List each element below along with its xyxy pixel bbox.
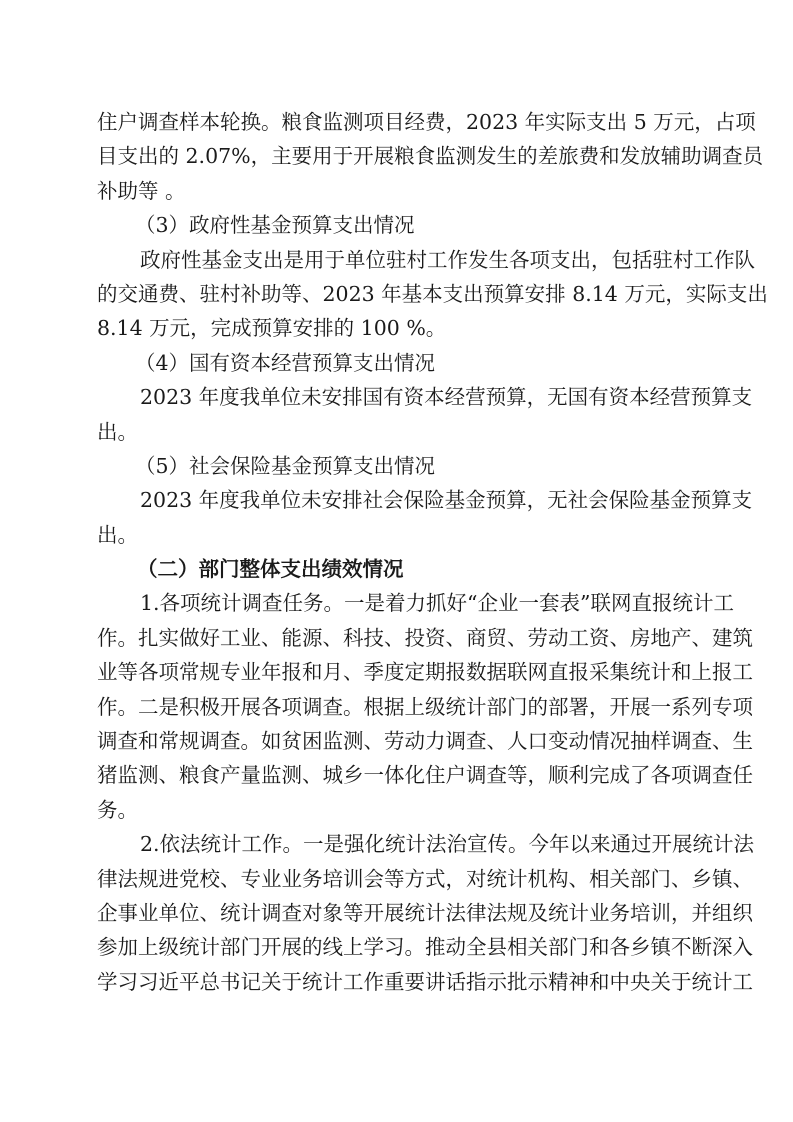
section-heading-3: （3）政府性基金预算支出情况 (135, 213, 415, 238)
body-line: 补助等 。 (97, 178, 186, 203)
body-line: 目支出的 2.07%，主要用于开展粮食监测发生的差旅费和发放辅助调查员 (97, 144, 764, 169)
body-line: 作。扎实做好工业、能源、科技、投资、商贸、劳动工资、房地产、建筑 (97, 625, 753, 650)
body-line: 出。 (97, 419, 138, 444)
body-line: 务。 (97, 797, 138, 822)
body-line: 出。 (97, 522, 138, 547)
document-page (97, 105, 768, 999)
body-line: 2023 年度我单位未安排社会保险基金预算，无社会保险基金预算支 (140, 488, 753, 513)
body-line: 作。二是积极开展各项调查。根据上级统计部门的部署，开展一系列专项 (97, 694, 753, 719)
body-line: 业等各项常规专业年报和月、季度定期报数据联网直报采集统计和上报工 (97, 660, 753, 685)
body-line: 2023 年度我单位未安排国有资本经营预算，无国有资本经营预算支 (140, 385, 753, 410)
body-line: 政府性基金支出是用于单位驻村工作发生各项支出，包括驻村工作队 (140, 247, 755, 272)
body-line: 住户调查样本轮换。粮食监测项目经费，2023 年实际支出 5 万元，占项 (97, 110, 756, 134)
section-heading-2: （二）部门整体支出绩效情况 (137, 557, 404, 582)
body-line: 学习习近平总书记关于统计工作重要讲话指示批示精神和中央关于统计工 (97, 969, 753, 994)
body-line: 企事业单位、统计调查对象等开展统计法律法规及统计业务培训，并组织 (97, 900, 753, 925)
body-line: 猪监测、粮食产量监测、城乡一体化住户调查等，顺利完成了各项调查任 (97, 763, 753, 788)
body-line: 的交通费、驻村补助等、2023 年基本支出预算安排 8.14 万元，实际支出 (97, 281, 768, 306)
section-heading-5: （5）社会保险基金预算支出情况 (135, 453, 436, 478)
body-line: 1.各项统计调查任务。一是着力抓好“企业一套表”联网直报统计工 (140, 591, 735, 616)
body-line: 调查和常规调查。如贫困监测、劳动力调查、人口变动情况抽样调查、生 (97, 729, 753, 754)
body-line: 8.14 万元，完成预算安排的 100 %。 (97, 316, 447, 341)
body-line: 参加上级统计部门开展的线上学习。推动全县相关部门和各乡镇不断深入 (97, 935, 753, 960)
body-line: 2.依法统计工作。一是强化统计法治宣传。今年以来通过开展统计法 (140, 832, 755, 857)
section-heading-4: （4）国有资本经营预算支出情况 (135, 350, 436, 375)
body-line: 律法规进党校、专业业务培训会等方式，对统计机构、相关部门、乡镇、 (97, 866, 753, 891)
